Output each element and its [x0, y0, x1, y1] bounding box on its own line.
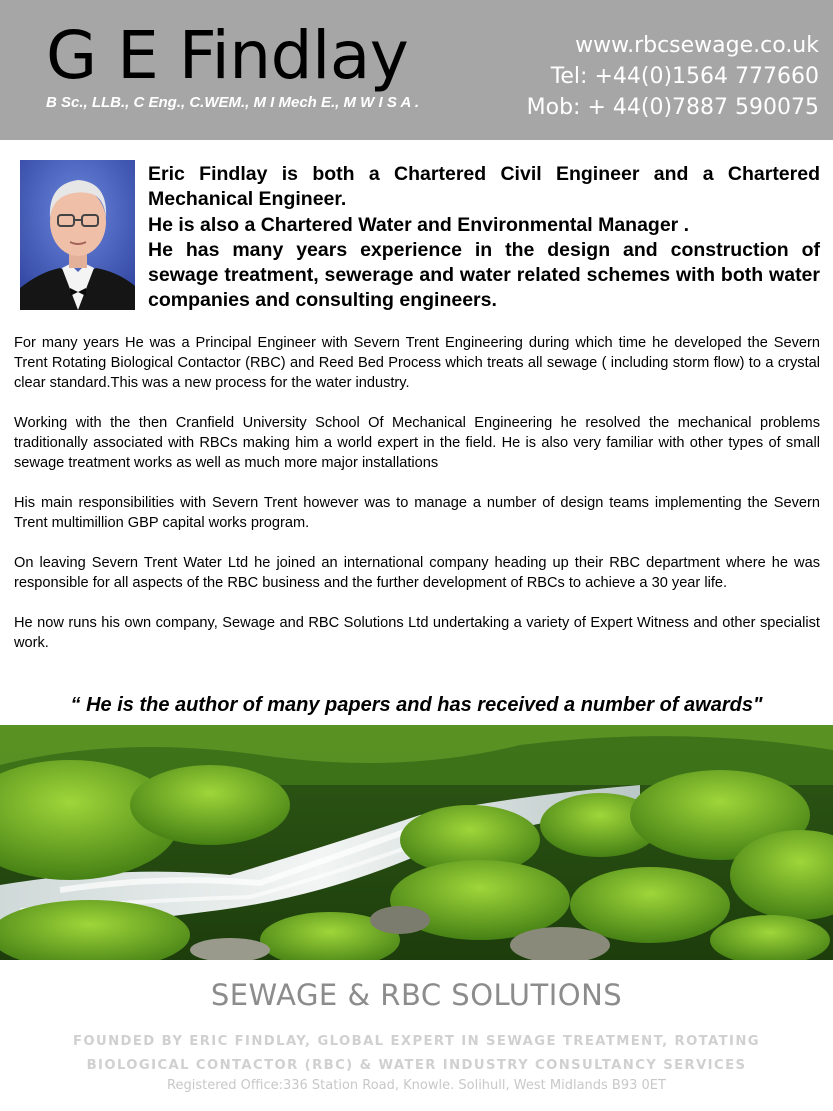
header-banner	[0, 0, 833, 140]
paragraph-3: His main responsibilities with Severn Trent however was to manage a number of design teams implementing the Severn Trent multimillion GBP capital works program.	[14, 495, 820, 531]
awards-quote: “ He is the author of many papers and has received a number of awards"	[70, 694, 763, 716]
paragraph-1: For many years He was a Principal Engineer with Severn Trent Engineering during which time he developed the Severn Trent Rotating Biological Contactor (RBC) and Reed Bed Process which treats all sewage ( including storm flow) to a crystal clear standard.This was a new process for the water industry.	[14, 335, 820, 391]
paragraph-5: He now runs his own company, Sewage and RBC Solutions Ltd undertaking a variety of Expert Witness and other specialist work.	[14, 615, 820, 651]
intro-line-1: Eric Findlay is both a Chartered Civil Engineer and a Chartered Mechanical Engineer.	[148, 163, 820, 211]
founded-tagline: FOUNDED BY ERIC FINDLAY, GLOBAL EXPERT IN SEWAGE TREATMENT, ROTATING BIOLOGICAL CONTACTOR (RBC) & WATER INDUSTRY CONSULTANCY SERVICES	[72, 1034, 761, 1073]
intro-line-3: He has many years experience in the design and construction of sewage treatment, sewerage and water related schemes with both water companies and consulting engineers.	[148, 238, 820, 312]
contact-block	[527, 30, 819, 123]
intro-line-2: He is also a Chartered Water and Environmental Manager .	[148, 213, 690, 236]
portrait-photo	[20, 160, 135, 310]
intro-section	[148, 162, 820, 314]
telephone: Tel: +44(0)1564 777660	[550, 64, 819, 89]
river-landscape-image	[0, 725, 833, 960]
biography-body	[14, 333, 820, 673]
mobile: Mob: + 44(0)7887 590075	[526, 95, 819, 120]
company-name: SEWAGE & RBC SOLUTIONS	[210, 978, 623, 1012]
paragraph-2: Working with the then Cranfield University School Of Mechanical Engineering he resolved the mechanical problems traditionally associated with RBCs making him a world expert in the field. He is also very familiar with other types of small sewage treatment works as well as much more major installations	[14, 415, 820, 471]
website-link[interactable]: www.rbcsewage.co.uk	[575, 33, 819, 58]
person-name: G E Findlay	[46, 17, 409, 94]
paragraph-4: On leaving Severn Trent Water Ltd he joined an international company heading up their RBC department where he was responsible for all aspects of the RBC business and the further development of RBCs to achieve a 30 year life.	[14, 555, 820, 591]
registered-office: Registered Office:336 Station Road, Knowle. Solihull, West Midlands B93 0ET	[167, 1078, 666, 1093]
qualifications: B Sc., LLB., C Eng., C.WEM., M I Mech E., M W I S A .	[46, 94, 420, 111]
